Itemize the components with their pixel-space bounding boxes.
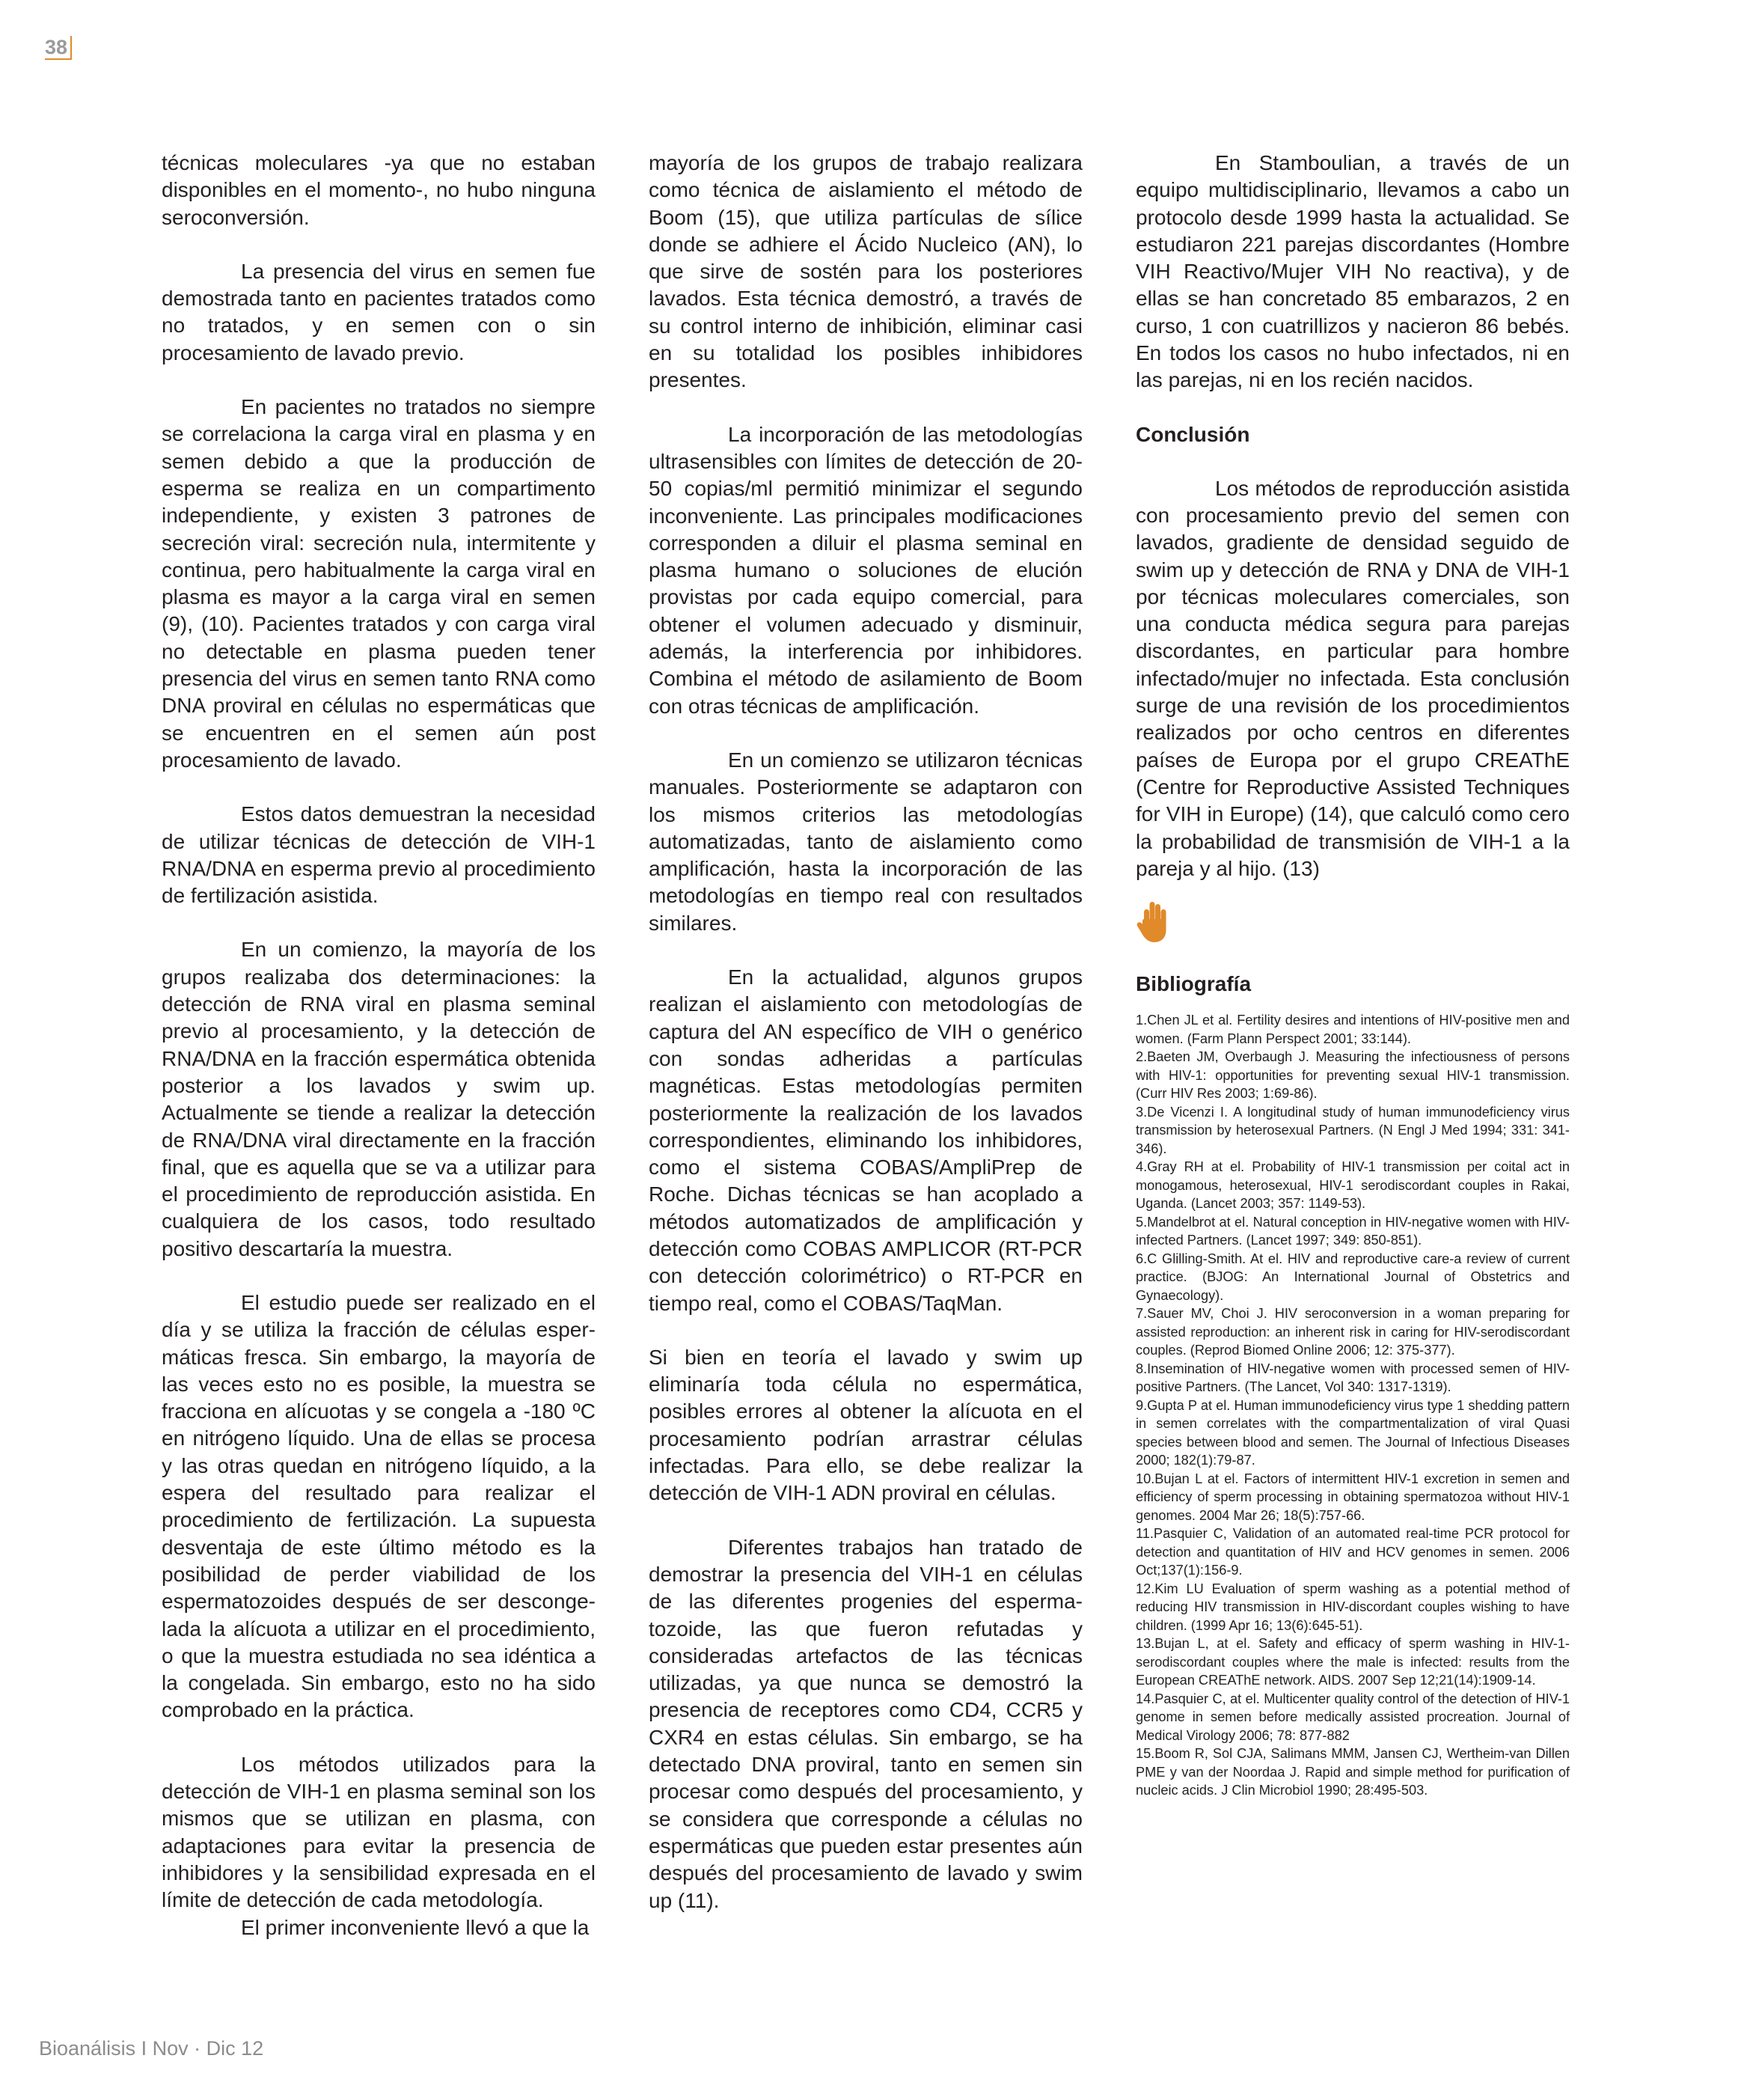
paragraph: La incorporación de las metodologías ultrasensibles con límites de detección de 20-50 copias/ml permitió minimizar el segundo inconveniente. Las principales modificaciones corresponden a diluir el plasma seminal en plasma humano o soluciones de elución provistas por cada equipo comercial, para obtener el volumen adecuado y disminuir, además, la interferencia por inhibidores. Combina el método de asilamiento de Boom con otras técnicas de amplificación. <box>649 422 1083 718</box>
bibliography-item: 14.Pasquier C, at el. Multicenter quality control of the detection of HIV-1 genome in semen before medically assisted procreation. Journal of Medical Virology 2006; 78: 877-882 <box>1136 1691 1570 1743</box>
bibliography-item: 8.Insemination of HIV-negative women with processed semen of HIV-positive Partners. (The Lancet, Vol 340: 1317-1319). <box>1136 1361 1570 1395</box>
paragraph: Estos datos demuestran la necesidad de utilizar técnicas de detección de VIH-1 RNA/DNA en esperma previo al procedimiento de fertilización asistida. <box>162 802 596 908</box>
bibliography-item: 1.Chen JL et al. Fertility desires and intentions of HIV-positive men and women. (Farm Plann Perspect 2001; 33:144). <box>1136 1013 1570 1046</box>
bibliography-item: 5.Mandelbrot at el. Natural conception in HIV-negative women with HIV-infected Partners. (Lancet 1997; 349: 850-851). <box>1136 1214 1570 1248</box>
paragraph: La presencia del virus en semen fue demostrada tanto en pacientes tratados como no tratados, y en semen con o sin procesamiento de lavado previo. <box>162 259 596 364</box>
conclusion-paragraph: Los métodos de reproducción asistida con procesamiento previo del semen con lavados, gradiente de densidad seguido de swim up y detección de RNA y DNA de VIH-1 por técnicas moleculares comerciales, son una conducta médica segura para parejas discordantes, en particular para hombre infectado/mujer no infectada. Esta conclusión surge de una revisión de los procedimientos realizados por ocho centros en diferentes países de Europa por el grupo CREAThE (Centre for Reproductive Assisted Techniques for VIH in Europe) (14), que calculó como cero la probabilidad de transmisión de VIH-1 a la pareja y al hijo. (13) <box>1136 476 1570 880</box>
page-footer: Bioanálisis I Nov · Dic 12 <box>39 2037 264 2060</box>
paragraph: El estudio puede ser realizado en el día y se utiliza la fracción de células espermáticas fresca. Sin embargo, la mayoría de las veces esto no es posible, la muestra se fracciona en alícuotas y se congela a -180 ºC en nitrógeno líquido. Una de ellas se procesa y las otras quedan en nitrógeno líquido, a la espera del resultado para realizar el procedimiento de fertilización. La supuesta desventaja de este último método es la posibilidad de perder viabilidad de los espermatozoides después de ser descongelada la alícuota a utilizar en el procedimiento, o que la muestra estudiada no sea idéntica a la congelada. Sin embargo, esto no ha sido comprobado en la práctica. <box>162 1290 596 1722</box>
paragraph: En la actualidad, algunos grupos realizan el aislamiento con metodologías de captura del AN específico de VIH o genérico con sondas adheridas a partículas magnéticas. Estas metodologías permiten posteriormente la realización de los lavados correspondientes, eliminando los inhibidores, como el sistema COBAS/AmpliPrep de Roche. Dichas técnicas se han acoplado a métodos automatizados de amplificación y detección como COBAS AMPLICOR (RT-PCR con detección colorimétrico) o RT-PCR en tiempo real, como el COBAS/TaqMan. <box>649 965 1083 1315</box>
paragraph: Si bien en teoría el lavado y swim up eliminaría toda célula no espermática, posibles errores al obtener la alícuota en el procesamiento podrían arrastrar células infectadas. Para ello, se debe realizar la detección de VIH-1 ADN proviral en células. <box>649 1345 1083 1505</box>
bibliography-item: 6.C Glilling-Smith. At el. HIV and reproductive care-a review of current practice. (BJOG: An International Journal of Obstetrics and Gynaecology). <box>1136 1251 1570 1303</box>
bibliography-item: 11.Pasquier C, Validation of an automated real-time PCR protocol for detection and quantitation of HIV and HCV genomes in semen. 2006 Oct;137(1):156-9. <box>1136 1526 1570 1578</box>
bibliography-item: 9.Gupta P at el. Human immunodeficiency virus type 1 shedding pattern in semen correlates with the compartmentalization of viral Quasi species between blood and semen. The Journal of Infectious Diseases 2000; 182(1):79-87. <box>1136 1397 1570 1468</box>
bibliography-item: 2.Baeten JM, Overbaugh J. Measuring the infectiousness of persons with HIV-1: opportunities for preventing sexual HIV-1 transmission. (Curr HIV Res 2003; 1:69-86). <box>1136 1049 1570 1102</box>
text-column-3 <box>1136 150 1570 1800</box>
paragraph: mayoría de los grupos de trabajo realizara como técnica de aislamiento el método de Boom (15), que utiliza partículas de sílice donde se adhiere el Ácido Nucleico (AN), lo que sirve de sostén para los posteriores lavados. Esta técnica demostró, a través de su control interno de inhibición, eliminar casi en su totalidad los posibles inhibidores presentes. <box>649 151 1083 392</box>
bibliography-list <box>1136 1011 1570 1800</box>
page-number: 38 <box>45 36 72 60</box>
paragraph: técnicas moleculares -ya que no estaban disponibles en el momento-, no hubo ninguna seroconversión. <box>162 151 596 229</box>
paragraph: En un comienzo, la mayoría de los grupos realizaba dos determinaciones: la detección de RNA viral en plasma seminal previo al procesamiento, y la detección de RNA/DNA en la fracción espermática obtenida posterior a los lavados y swim up. Actualmente se tiende a realizar la detección de RNA/DNA viral directamente en la fracción final, que es aquella que se va a utilizar para el procedimiento de reproducción asistida. En cualquiera de los casos, todo resultado positivo descartaría la muestra. <box>162 938 596 1260</box>
hand-stop-icon <box>1136 899 1172 944</box>
paragraph: El primer inconveniente llevó a que la <box>241 1915 590 1939</box>
bibliography-item: 4.Gray RH at el. Probability of HIV-1 transmission per coital act in monogamous, heterosexual, HIV-1 serodiscordant couples in Rakai, Uganda. (Lancet 2003; 357: 1149-53). <box>1136 1159 1570 1212</box>
paragraph: En Stamboulian, a través de un equipo multidisciplinario, llevamos a cabo un protocolo desde 1999 hasta la actualidad. Se estudiaron 221 parejas discordantes (Hombre VIH Reactivo/Mujer VIH No reactiva), y de ellas se han concretado 85 embarazos, 2 en curso, 1 con cuatrillizos y nacieron 86 bebés. En todos los casos no hubo infectados, ni en las parejas, ni en los recién nacidos. <box>1136 151 1570 392</box>
conclusion-heading: Conclusión <box>1136 422 1250 446</box>
bibliography-item: 15.Boom R, Sol CJA, Salimans MMM, Jansen CJ, Wertheim-van Dillen PME y van der Noordaa J. Rapid and simple method for purification of nucleic acids. J Clin Microbiol 1990; 28:495-503. <box>1136 1746 1570 1798</box>
text-column-2 <box>649 150 1083 1941</box>
bibliography-item: 7.Sauer MV, Choi J. HIV seroconversion in a woman preparing for assisted reproduction: an inherent risk in caring for HIV-serodiscordant couples. (Reprod Biomed Online 2006; 12: 375-377). <box>1136 1306 1570 1358</box>
paragraph: En pacientes no tratados no siempre se correlaciona la carga viral en plasma y en semen debido a que la producción de esperma se realiza en un compartimento independiente, y existen 3 patrones de secreción viral: secreción nula, intermitente y continua, pero habitualmente la carga viral en plasma es mayor a la carga viral en semen (9), (10). Pacientes tratados y con carga viral no detectable en plasma pueden tener presencia del virus en semen tanto RNA como DNA proviral en células no espermáticas que se encuentren en el semen aún post procesamiento de lavado. <box>162 395 596 772</box>
bibliography-item: 10.Bujan L at el. Factors of intermittent HIV-1 excretion in semen and efficiency of sperm processing in obtaining spermatozoa without HIV-1 genomes. 2004 Mar 26; 18(5):757-66. <box>1136 1471 1570 1523</box>
text-column-1 <box>162 150 596 1941</box>
bibliography-heading: Bibliografía <box>1136 972 1252 996</box>
paragraph: Diferentes trabajos han tratado de demostrar la presencia del VIH-1 en células de las diferentes progenies del espermatozoide, las que fueron refutadas y consideradas artefactos de las técnicas utilizadas, ya que nunca se demostró la presencia de receptores como CD4, CCR5 y CXR4 en estas células. Sin embargo, se ha detectado DNA proviral, tanto en semen sin procesar como después del procesamiento, y se considera que corresponde a células no espermáticas que pueden estar presentes aún después del procesamiento de lavado y swim up (11). <box>649 1535 1083 1912</box>
paragraph: En un comienzo se utilizaron técnicas manuales. Posteriormente se adaptaron con los mismos criterios las metodologías automatizadas, tanto de aislamiento como amplificación, hasta la incorporación de las metodologías en tiempo real con resultados similares. <box>649 748 1083 935</box>
bibliography-item: 13.Bujan L, at el. Safety and efficacy of sperm washing in HIV-1-serodiscordant couples where the male is infected: results from the European CREAThE network. AIDS. 2007 Sep 12;21(14):1909-14. <box>1136 1636 1570 1688</box>
paragraph: Los métodos utilizados para la detección de VIH-1 en plasma seminal son los mismos que se utilizan en plasma, con adaptaciones para evitar la presencia de inhibidores y la sensibilidad expresada en el límite de detección de cada metodología. <box>162 1752 596 1912</box>
bibliography-item: 3.De Vicenzi I. A longitudinal study of human immunodeficiency virus transmission by heterosexual Partners. (N Engl J Med 1994; 331: 341-346). <box>1136 1104 1570 1156</box>
bibliography-item: 12.Kim LU Evaluation of sperm washing as a potential method of reducing HIV transmission in HIV-discordant couples wishing to have children. (1999 Apr 16; 13(6):645-51). <box>1136 1581 1570 1633</box>
